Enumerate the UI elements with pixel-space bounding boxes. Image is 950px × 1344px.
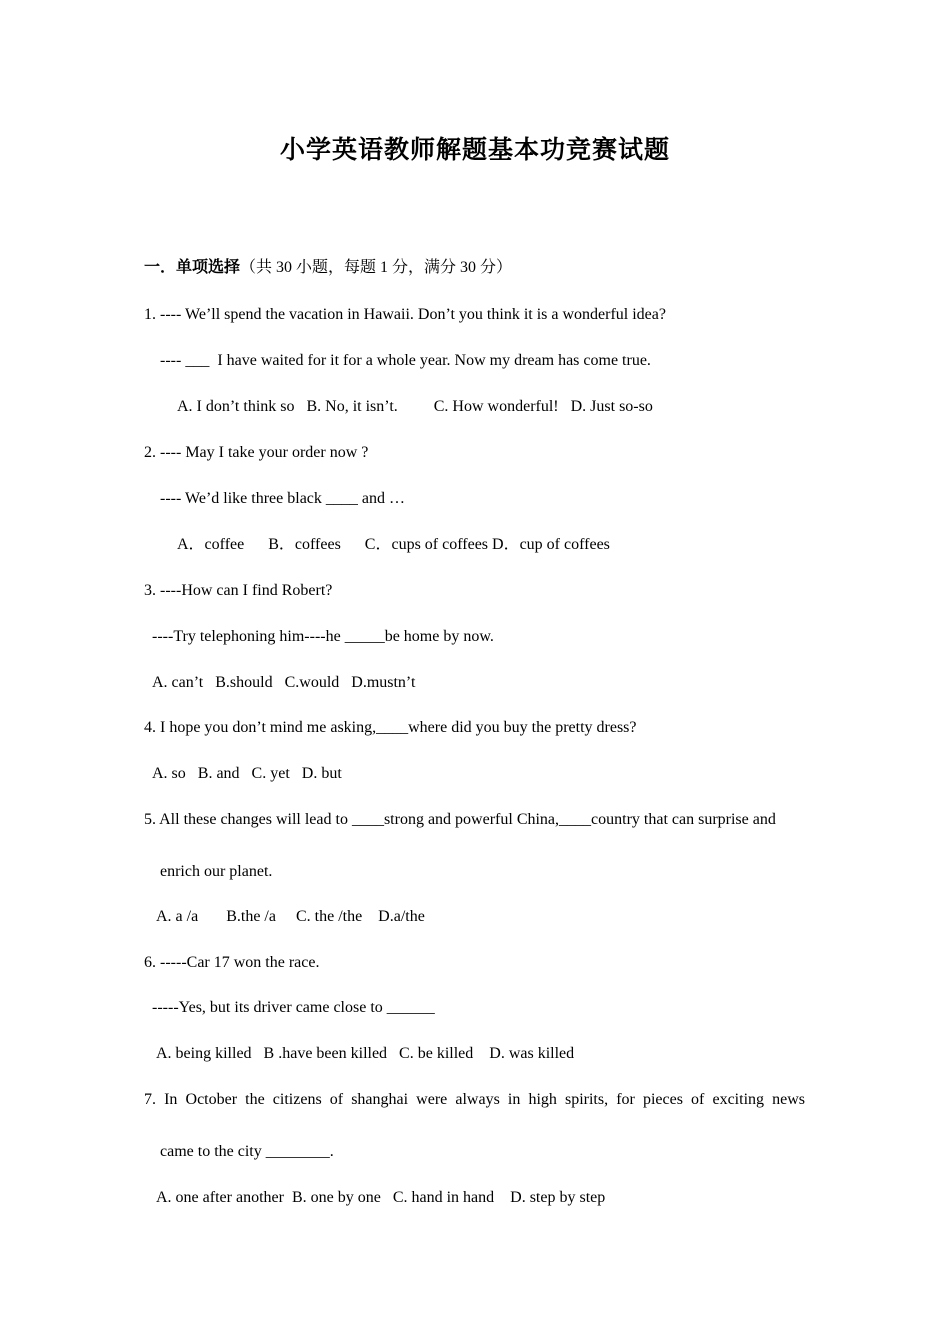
section-heading-label: 一．单项选择 xyxy=(144,259,241,276)
question-5-stem: 5. All these changes will lead to ____strong and powerful China,____country that can surprise and xyxy=(144,811,776,828)
question-6-reply: -----Yes, but its driver came close to ______ xyxy=(152,999,435,1016)
question-1-options: A. I don’t think so B. No, it isn’t. C. How wonderful! D. Just so-so xyxy=(177,398,653,415)
question-4-stem: 4. I hope you don’t mind me asking,____where did you buy the pretty dress? xyxy=(144,719,637,736)
question-7-continuation: came to the city ________. xyxy=(160,1143,334,1160)
question-5-continuation: enrich our planet. xyxy=(160,863,273,880)
question-4-options: A. so B. and C. yet D. but xyxy=(152,765,342,782)
question-3-reply: ----Try telephoning him----he _____be home by now. xyxy=(152,628,494,645)
question-3-options: A. can’t B.should C.would D.mustn’t xyxy=(152,674,416,691)
question-2-reply: ---- We’d like three black ____ and … xyxy=(160,490,405,507)
page-title: 小学英语教师解题基本功竞赛试题 xyxy=(279,137,670,164)
question-1-reply: ---- ___ I have waited for it for a whole year. Now my dream has come true. xyxy=(160,352,651,369)
question-5-options: A. a /a B.the /a C. the /the D.a/the xyxy=(156,908,425,925)
question-7-options: A. one after another B. one by one C. hand in hand D. step by step xyxy=(156,1189,606,1206)
section-heading-note: （共 30 小题，每题 1 分，满分 30 分） xyxy=(240,259,513,276)
question-3-stem: 3. ----How can I find Robert? xyxy=(144,582,333,599)
question-6-stem: 6. -----Car 17 won the race. xyxy=(144,954,320,971)
question-1-stem: 1. ---- We’ll spend the vacation in Hawaii. Don’t you think it is a wonderful idea? xyxy=(144,306,666,323)
question-2-options: A．coffee B．coffees C．cups of coffees D．cup of coffees xyxy=(177,536,610,553)
question-6-options: A. being killed B .have been killed C. be killed D. was killed xyxy=(156,1045,575,1062)
section-heading xyxy=(144,257,512,279)
question-2-stem: 2. ---- May I take your order now ? xyxy=(144,444,369,461)
question-7-stem: 7. In October the citizens of shanghai were always in high spirits, for pieces of exciting news xyxy=(144,1091,805,1108)
